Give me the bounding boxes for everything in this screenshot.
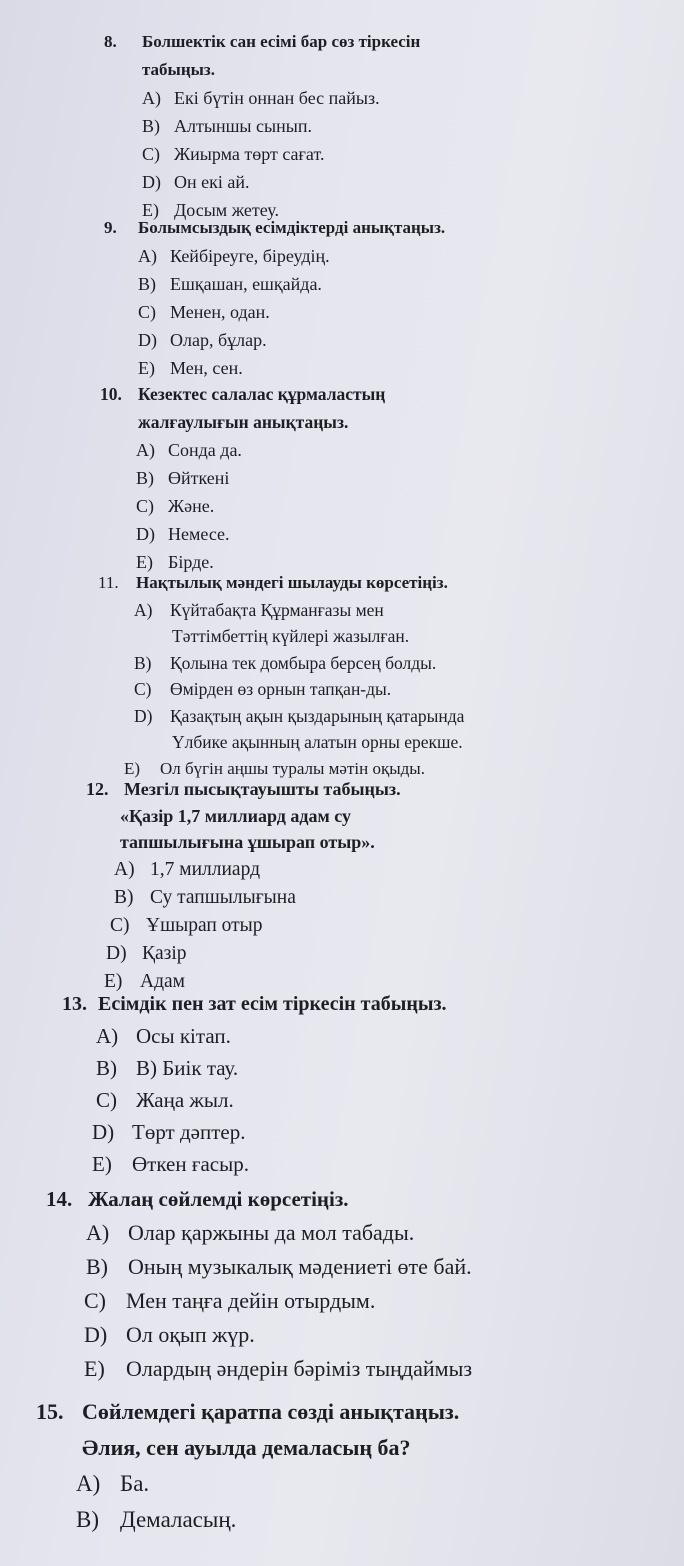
question-text: Кезектес салалас құрмаластың (138, 384, 386, 404)
option-b: B) Өйткені (136, 468, 230, 488)
question-text: Есімдік пен зат есім тіркесін табыңыз. (98, 993, 447, 1015)
option-b: B) Демаласың. (76, 1507, 237, 1532)
option-c: C) Өмірден өз орнын тапқан-ды. (134, 679, 392, 699)
question-number: 15. (36, 1399, 64, 1424)
question-10-title (100, 380, 385, 408)
option-e: E) Ол бүгін аңшы туралы мәтін оқыды. (124, 758, 425, 778)
question-13 (62, 988, 447, 1180)
question-text: Болымсыздық есімдіктерді анықтаңыз. (138, 218, 446, 237)
question-11-title (98, 570, 464, 597)
option-a: A) Олар қаржыны да мол табады. (86, 1220, 415, 1245)
question-14 (46, 1182, 472, 1386)
option-d: D) Қазақтың ақын қыздарының қатарында (134, 705, 465, 726)
option-b: B) B) Биік тау. (96, 1056, 239, 1080)
question-text-line: табыңыз. (142, 60, 215, 79)
option-a: A) Сонда да. (136, 440, 242, 460)
question-text: Жалаң сөйлемді көрсетіңіз. (88, 1187, 349, 1211)
question-number: 14. (46, 1187, 73, 1211)
question-quote-line-1: «Қазір 1,7 миллиард адам су (120, 805, 351, 826)
option-c: C) Жиырма төрт сағат. (142, 144, 325, 164)
option-e: E) Өткен ғасыр. (92, 1152, 249, 1176)
question-number: 13. (62, 993, 87, 1015)
option-c: C) Менен, одан. (138, 302, 270, 322)
question-14-title (46, 1182, 472, 1216)
question-8-title (104, 28, 420, 56)
question-text-line: жалғаулығын анықтаңыз. (138, 412, 349, 432)
question-sentence: Әлия, сен ауылда демаласың ба? (82, 1435, 411, 1460)
option-b: B) Оның музыкалық мәдениеті өте бай. (86, 1254, 472, 1279)
option-d: D) Он екі ай. (142, 172, 250, 192)
option-d: D) Төрт дәптер. (92, 1120, 246, 1144)
question-text: Мезгіл пысықтауышты табыңыз. (124, 779, 401, 799)
question-number: 11. (98, 573, 119, 592)
option-d: D) Немесе. (136, 524, 230, 544)
option-c: C) Ұшырап отыр (110, 914, 263, 936)
question-8 (104, 28, 420, 224)
option-c: C) Жаңа жыл. (96, 1088, 234, 1112)
option-d: D) Олар, бұлар. (138, 330, 267, 350)
question-13-title (62, 988, 447, 1020)
option-d: D) Қазір (106, 942, 187, 964)
option-a: A) Екі бүтін оннан бес пайыз. (142, 88, 380, 108)
question-11 (98, 570, 464, 782)
option-c: C) Мен таңға дейін отырдым. (84, 1288, 376, 1313)
option-b: B) Су тапшылығына (114, 886, 296, 908)
option-c: C) Және. (136, 496, 215, 516)
option-b: B) Алтыншы сынып. (142, 116, 312, 136)
question-15-title (36, 1394, 459, 1430)
option-b: B) Қолына тек домбыра берсең болды. (134, 652, 437, 673)
option-b: B) Ешқашан, ешқайда. (138, 274, 322, 294)
option-e: E) Досым жетеу. (142, 200, 279, 220)
option-d: D) Ол оқып жүр. (84, 1322, 255, 1347)
option-a: A) Кейбіреуге, біреудің. (138, 246, 330, 266)
option-e: E) Адам (104, 970, 185, 992)
option-a: A) Осы кітап. (96, 1024, 231, 1048)
question-number: 12. (86, 779, 109, 799)
option-a: A) Ба. (76, 1471, 150, 1496)
question-number: 10. (100, 384, 122, 404)
option-e: E) Олардың әндерін бәріміз тыңдаймыз (84, 1356, 473, 1381)
question-number: 9. (104, 218, 117, 237)
option-e: E) Мен, сен. (138, 358, 243, 378)
question-text: Сөйлемдегі қаратпа сөзді анықтаңыз. (82, 1399, 460, 1424)
question-quote-line-2: тапшылығына ұшырап отыр». (120, 832, 375, 852)
question-text: Болшектік сан есімі бар сөз тіркесін (142, 32, 421, 51)
question-12 (86, 776, 401, 996)
option-d-continuation: Үлбике ақынның алатын орны ерекше. (172, 732, 463, 752)
question-10 (100, 380, 385, 576)
question-number: 8. (104, 32, 117, 51)
question-12-title (86, 776, 401, 803)
question-9-title (104, 214, 445, 242)
option-a: A) 1,7 миллиард (114, 858, 260, 880)
question-text: Нақтылық мәндегі шылауды көрсетіңіз. (136, 573, 448, 592)
question-9 (104, 214, 445, 382)
option-a: A) Күйтабақта Құрманғазы мен (134, 599, 384, 620)
question-15 (36, 1394, 459, 1538)
option-a-continuation: Тәттімбеттің күйлері жазылған. (172, 626, 410, 646)
option-e: E) Бірде. (136, 552, 214, 572)
